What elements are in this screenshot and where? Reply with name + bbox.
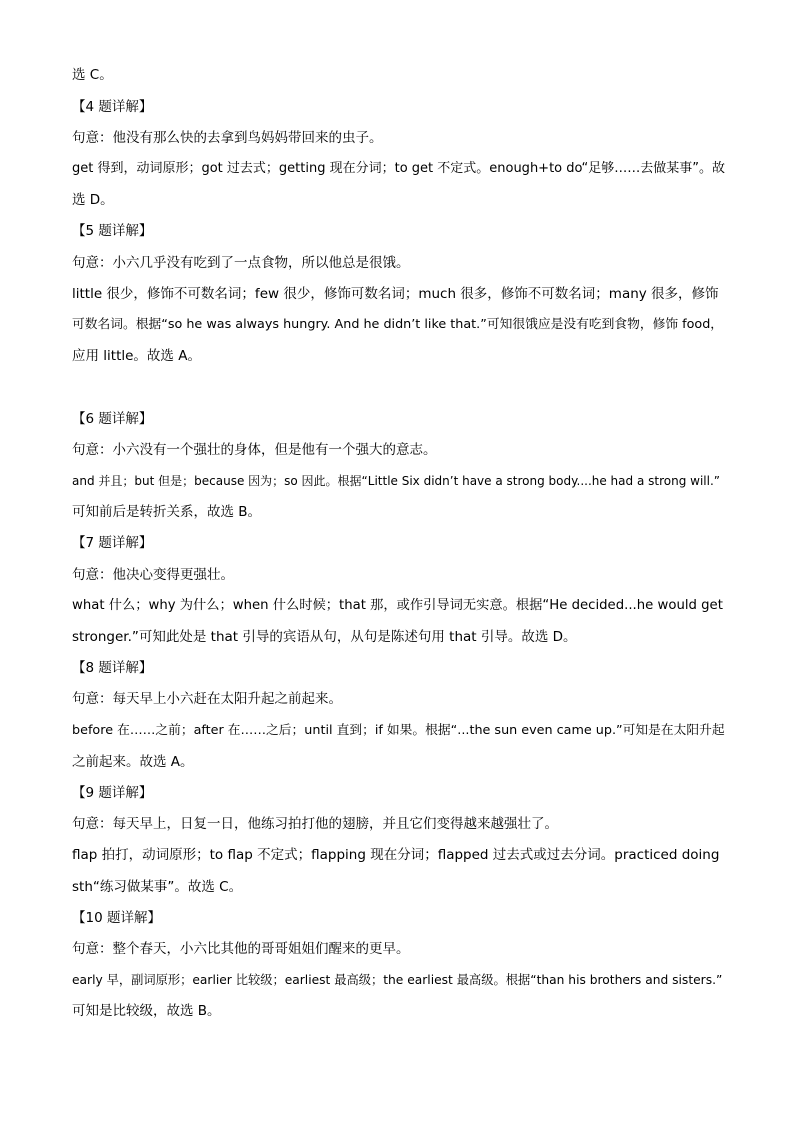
explanation-text: stronger.”可知此处是 that 引导的宾语从句，从句是陈述句用 that 引导。故选 D。 (72, 629, 577, 645)
sentence-meaning: 句意：小六几乎没有吃到了一点食物，所以他总是很饿。 (72, 255, 410, 271)
question-heading-9: 【9 题详解】 (72, 785, 153, 801)
explanation-text: get 得到，动词原形；got 过去式；getting 现在分词；to get 不定式。enough+to do“足够……去做某事”。故 (72, 161, 725, 176)
answer-text: 选 C。 (72, 67, 113, 83)
question-heading-10: 【10 题详解】 (72, 910, 161, 926)
question-heading-7: 【7 题详解】 (72, 535, 153, 551)
sentence-meaning: 句意：他没有那么快的去拿到鸟妈妈带回来的虫子。 (72, 130, 383, 146)
sentence-meaning: 句意：整个春天，小六比其他的哥哥姐姐们醒来的更早。 (72, 941, 410, 957)
question-heading-6: 【6 题详解】 (72, 411, 153, 427)
sentence-meaning: 句意：每天早上小六赶在太阳升起之前起来。 (72, 691, 342, 707)
explanation-text: before 在……之前；after 在……之后；until 直到；if 如果。根据“...the sun even came up.”可知是在太阳升起 (72, 723, 725, 738)
explanation-text: 可数名词。根据“so he was always hungry. And he didn’t like that.”可知很饿应是没有吃到食物，修饰 food， (72, 317, 724, 332)
question-heading-5: 【5 题详解】 (72, 223, 153, 239)
explanation-text: what 什么；why 为什么；when 什么时候；that 那，或作引导词无实意。根据“He decided...he would get (72, 598, 723, 613)
sentence-meaning: 句意：每天早上，日复一日，他练习拍打他的翅膀，并且它们变得越来越强壮了。 (72, 816, 558, 832)
question-heading-4: 【4 题详解】 (72, 99, 153, 115)
explanation-text: and 并且；but 但是；because 因为；so 因此。根据“Little Six didn’t have a strong body....he had a strong will.” (72, 474, 720, 488)
explanation-text: little 很少，修饰不可数名词；few 很少，修饰可数名词；much 很多，修饰不可数名词；many 很多，修饰 (72, 286, 719, 302)
explanation-text: 可知前后是转折关系，故选 B。 (72, 504, 262, 520)
explanation-text: 选 D。 (72, 192, 114, 208)
explanation-text: 应用 little。故选 A。 (72, 348, 201, 364)
question-heading-8: 【8 题详解】 (72, 660, 153, 676)
explanation-text: sth“练习做某事”。故选 C。 (72, 879, 243, 895)
explanation-text: 可知是比较级，故选 B。 (72, 1003, 221, 1019)
explanation-text: early 早，副词原形；earlier 比较级；earliest 最高级；the earliest 最高级。根据“than his brothers and sisters.” (72, 973, 723, 987)
sentence-meaning: 句意：他决心变得更强壮。 (72, 567, 234, 583)
explanation-text: 之前起来。故选 A。 (72, 754, 194, 770)
explanation-text: flap 拍打，动词原形；to flap 不定式；flapping 现在分词；flapped 过去式或过去分词。practiced doing (72, 847, 720, 863)
sentence-meaning: 句意：小六没有一个强壮的身体，但是他有一个强大的意志。 (72, 442, 437, 458)
